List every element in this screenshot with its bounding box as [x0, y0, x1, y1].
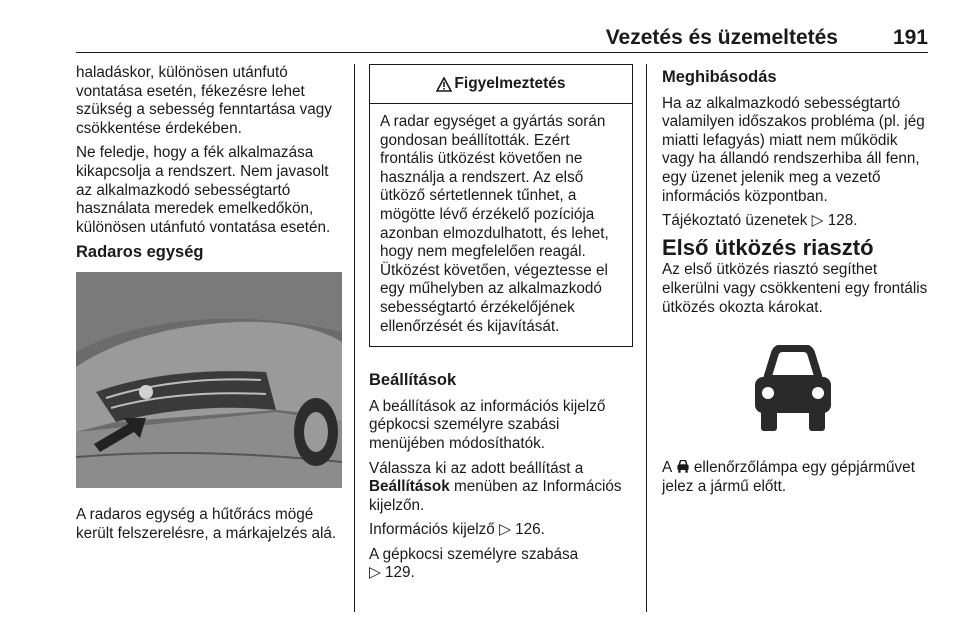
section-title: Vezetés és üzemeltetés	[605, 26, 838, 49]
page-reference[interactable]: 129.	[385, 564, 415, 582]
page-reference[interactable]: 128.	[827, 212, 858, 230]
heading-forward-collision-alert: Első ütközés riasztó	[662, 234, 874, 260]
warning-header	[370, 65, 632, 104]
column-1	[76, 64, 342, 549]
settings-menu-name: Beállítások	[369, 478, 450, 496]
column-3	[662, 64, 930, 502]
radar-unit-photo	[76, 272, 342, 488]
page-header	[76, 26, 928, 50]
page-number: 191	[892, 26, 928, 49]
page-reference[interactable]: 126.	[515, 521, 545, 539]
paragraph: haladáskor, különösen utánfutó vontatása esetén, fékezésre lehet szükség a sebesség fenntartása vagy csökkentése érdekében.	[76, 64, 332, 137]
column-2	[369, 64, 633, 589]
warning-triangle-icon	[436, 77, 452, 92]
reference-arrow-icon: ▷	[369, 564, 386, 582]
car-front-icon	[676, 460, 690, 473]
warning-title: Figyelmeztetés	[454, 74, 566, 92]
warning-text: A radar egységet a gyártás során gondosan beállították. Ezért frontális ütközést követően ne használja a rendszert. Az első ütköző sértetlennek tűnhet, a mögötte lévő érzékelő pozíciója azonban elmozdulhatott, és lehet, hogy nem megfelelően reagál. Ütközést követően, végeztesse el egy műhelyben az alkalmazkodó sebességtartó érzékelőjének ellenőrzését és kijavítását.	[380, 113, 609, 335]
paragraph: A beállítások az információs kijelző gépkocsi személyre szabási menüjében módosíthatók.	[369, 397, 606, 452]
paragraph: Ha az alkalmazkodó sebességtartó valamilyen időszakos probléma (pl. jég miatti lefagyás) miatt nem működik vagy ha állandó rendszerhiba áll fenn, egy üzenet jelenik meg a vezető információs központban.	[662, 94, 925, 205]
warning-box	[369, 64, 633, 347]
photo-caption: A radaros egység a hűtőrács mögé került felszerelésre, a márkajelzés alá.	[76, 505, 337, 542]
car-front-icon	[753, 345, 833, 433]
paragraph: Információs kijelző ▷ 126.	[369, 521, 545, 539]
paragraph: Tájékoztató üzenetek ▷ 128.	[662, 212, 858, 230]
reference-arrow-icon: ▷	[811, 212, 828, 230]
column-divider	[354, 64, 355, 612]
paragraph: Ne feledje, hogy a fék alkalmazása kikapcsolja a rendszert. Nem javasolt az alkalmazkodó sebességtartó használata meredek emelkedőkön, különösen utánfutó vontatása esetén.	[76, 144, 331, 236]
heading-radar-unit: Radaros egység	[76, 243, 204, 262]
paragraph: Válassza ki az adott beállítást a Beállítások menüben az Információs kijelzőn.	[369, 459, 622, 514]
paragraph: A gépkocsi személyre szabása ▷ 129.	[369, 545, 579, 582]
header-rule	[76, 52, 928, 53]
heading-malfunction: Meghibásodás	[662, 68, 777, 86]
paragraph: A ellenőrzőlámpa egy gépjárművet jelez a jármű előtt.	[662, 459, 915, 495]
heading-settings: Beállítások	[369, 371, 457, 390]
car-indicator-illustration	[662, 331, 924, 447]
reference-arrow-icon: ▷	[499, 521, 516, 539]
paragraph: Az első ütközés riasztó segíthet elkerülni vagy csökkenteni egy frontális ütközés okozta károkat.	[662, 261, 928, 316]
column-divider	[646, 64, 647, 612]
